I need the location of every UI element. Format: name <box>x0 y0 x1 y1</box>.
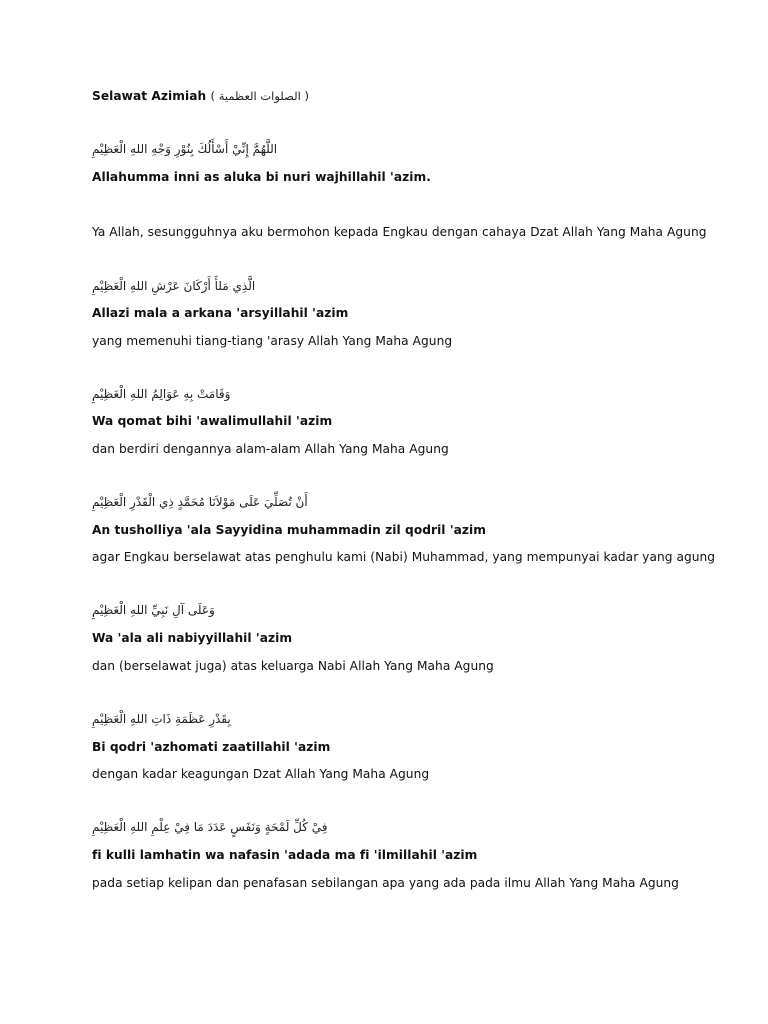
verse-2-translation: yang memenuhi tiang-tiang 'arasy Allah Yang Maha Agung <box>92 334 453 348</box>
document-title <box>92 88 309 104</box>
verse-2-arabic: الَّذِي مَلأَ أَرْكَانَ عَرْشِ اللهِ الْعَظِيْمِ <box>92 279 256 293</box>
title-latin: Selawat Azimiah <box>92 89 207 103</box>
verse-4-transliteration: An tusholliya 'ala Sayyidina muhammadin zil qodril 'azim <box>92 523 487 537</box>
verse-7-transliteration: fi kulli lamhatin wa nafasin 'adada ma fi 'ilmillahil 'azim <box>92 848 478 862</box>
verse-6-translation: dengan kadar keagungan Dzat Allah Yang Maha Agung <box>92 767 430 781</box>
verse-3-translation: dan berdiri dengannya alam-alam Allah Yang Maha Agung <box>92 442 449 456</box>
verse-1-translation: Ya Allah, sesungguhnya aku bermohon kepada Engkau dengan cahaya Dzat Allah Yang Maha Agung <box>92 225 707 239</box>
verse-2-transliteration: Allazi mala a arkana 'arsyillahil 'azim <box>92 306 349 320</box>
verse-4-arabic: أَنْ تُصَلِّيَ عَلَى مَوْلاَنَا مُحَمَّدٍ ذِي الْقَدْرِ الْعَظِيْمِ <box>92 495 308 509</box>
verse-3-arabic: وَقَامَتْ بِهِ عَوَالِمُ اللهِ الْعَظِيْمِ <box>92 387 231 401</box>
verse-5-arabic: وَعَلَى آلِ نَبِيِّ اللهِ الْعَظِيْمِ <box>92 603 215 617</box>
title-arabic: ( الصلوات العظمية ) <box>210 89 310 103</box>
verse-5-translation: dan (berselawat juga) atas keluarga Nabi Allah Yang Maha Agung <box>92 659 494 673</box>
verse-7-arabic: فِيْ كُلِّ لَمْحَةٍ وَنَفَسٍ عَدَدَ مَا فِيْ عِلْمِ اللهِ الْعَظِيْمِ <box>92 820 328 834</box>
verse-1-transliteration: Allahumma inni as aluka bi nuri wajhillahil 'azim. <box>92 170 431 184</box>
verse-6-arabic: بِقَدْرِ عَظَمَةِ ذَاتِ اللهِ الْعَظِيْمِ <box>92 712 231 726</box>
verse-1-arabic: اللَّهُمَّ إِنِّيْ أَسْأَلُكَ بِنُوْرِ وَجْهِ اللهِ الْعَظِيْمِ <box>92 142 278 156</box>
verse-5-transliteration: Wa 'ala ali nabiyyillahil 'azim <box>92 631 293 645</box>
verse-7-translation: pada setiap kelipan dan penafasan sebilangan apa yang ada pada ilmu Allah Yang Maha Agung <box>92 876 679 890</box>
verse-4-translation: agar Engkau berselawat atas penghulu kami (Nabi) Muhammad, yang mempunyai kadar yang agung <box>92 550 716 564</box>
verse-3-transliteration: Wa qomat bihi 'awalimullahil 'azim <box>92 414 333 428</box>
verse-6-transliteration: Bi qodri 'azhomati zaatillahil 'azim <box>92 740 331 754</box>
